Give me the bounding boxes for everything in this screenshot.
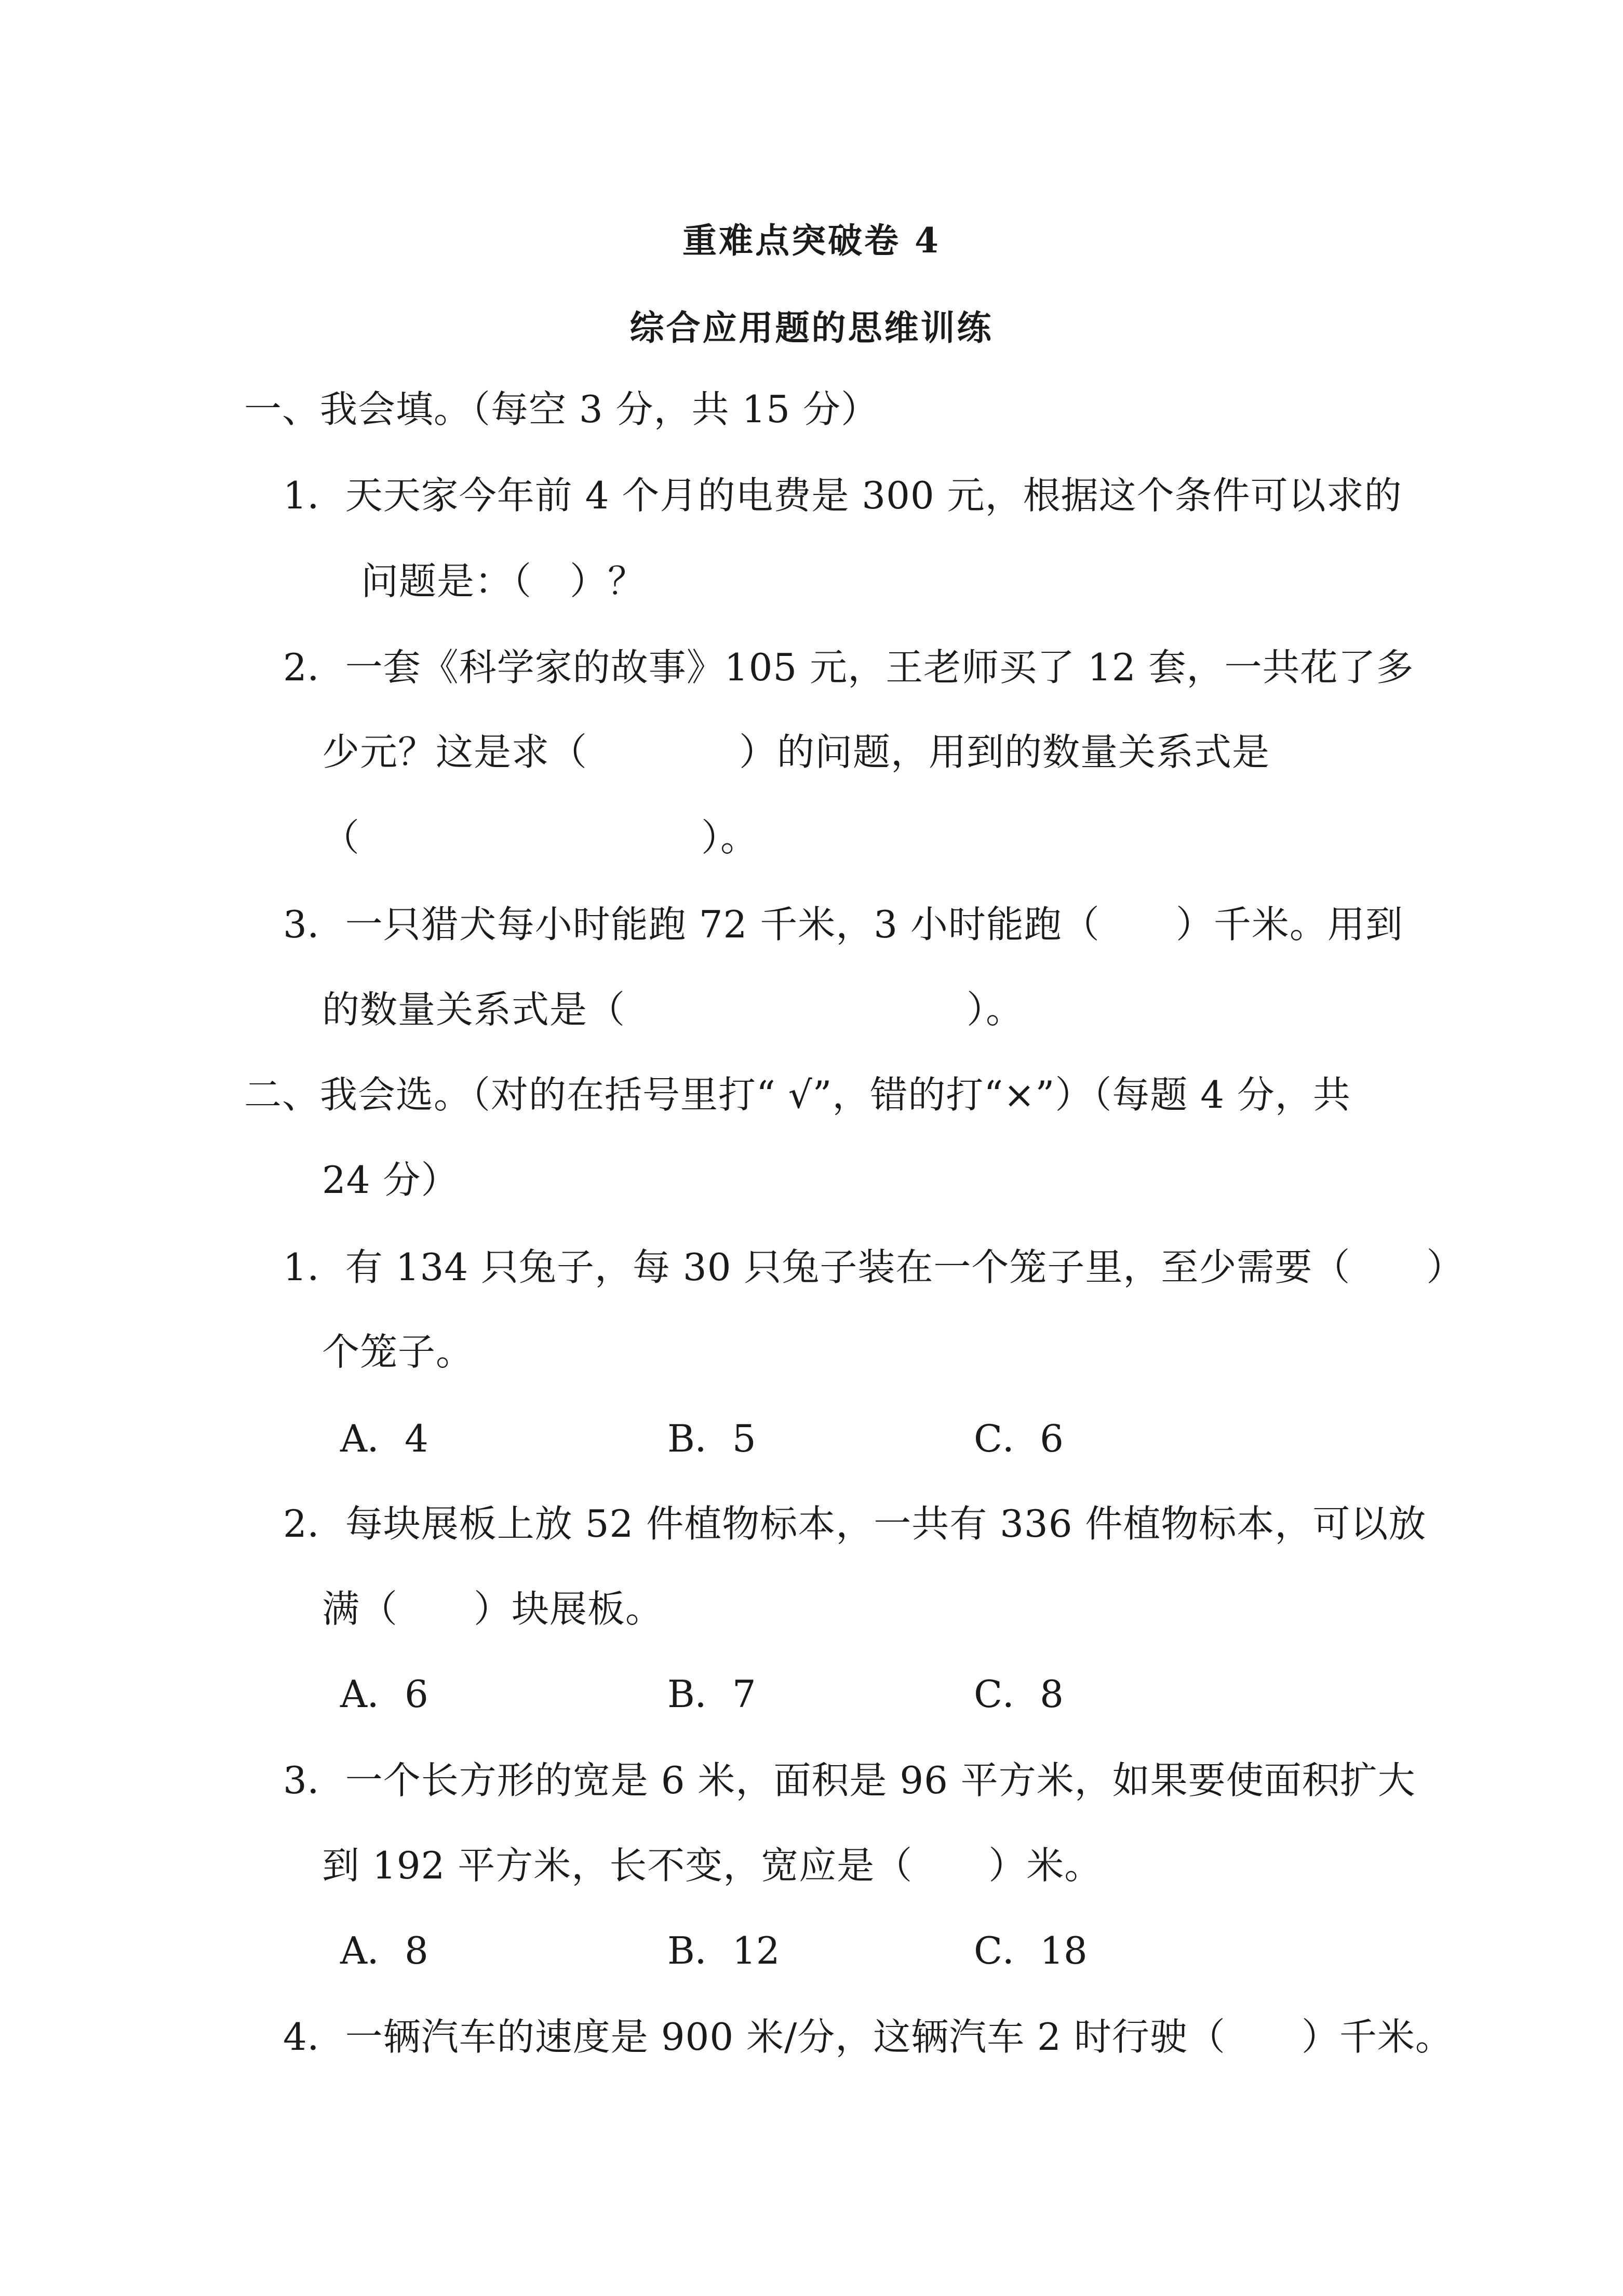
- s1-question-1-line-1: 1．天天家今年前 4 个月的电费是 300 元，根据这个条件可以求的: [283, 474, 1402, 517]
- s2-q2-option-c: C．8: [974, 1672, 1064, 1716]
- s2-question-2-line-1: 2．每块展板上放 52 件植物标本，一共有 336 件植物标本，可以放: [283, 1502, 1427, 1546]
- s2-question-1-line-2: 个笼子。: [322, 1330, 474, 1374]
- s1-question-3-line-1: 3．一只猎犬每小时能跑 72 千米，3 小时能跑（ ）千米。用到: [283, 903, 1403, 946]
- s2-q3-option-c: C．18: [974, 1929, 1088, 1972]
- page-subtitle: 综合应用题的思维训练: [629, 307, 994, 348]
- s2-q3-option-a: A．8: [340, 1929, 428, 1972]
- section-2-heading-line-2: 24 分）: [322, 1158, 459, 1202]
- s1-question-3-line-2: 的数量关系式是（ ）。: [322, 988, 1024, 1031]
- section-2-heading-line-1: 二、我会选。（对的在括号里打“ √”，错的打“×”）（每题 4 分，共: [244, 1073, 1351, 1117]
- s2-q3-option-b: B．12: [667, 1929, 780, 1972]
- s2-question-1-line-1: 1．有 134 只兔子，每 30 只兔子装在一个笼子里，至少需要（ ）: [283, 1245, 1465, 1289]
- s2-question-2-line-2: 满（ ）块展板。: [322, 1587, 664, 1631]
- s2-q1-option-b: B．5: [667, 1417, 756, 1460]
- s2-question-4-line-1: 4．一辆汽车的速度是 900 米/分，这辆汽车 2 时行驶（ ）千米。: [283, 2015, 1453, 2059]
- section-1-heading: 一、我会填。（每空 3 分，共 15 分）: [244, 387, 879, 431]
- s2-q1-option-c: C．6: [974, 1417, 1064, 1460]
- s2-question-3-line-2: 到 192 平方米，长不变，宽应是（ ）米。: [322, 1844, 1103, 1887]
- s1-question-2-line-3: （ ）。: [322, 816, 759, 860]
- page-title: 重难点突破卷 4: [682, 220, 941, 261]
- s2-question-3-line-1: 3．一个长方形的宽是 6 米，面积是 96 平方米，如果要使面积扩大: [283, 1758, 1416, 1802]
- s1-question-2-line-2: 少元？这是求（ ）的问题，用到的数量关系式是: [322, 730, 1270, 774]
- s1-question-1-line-2: 问题是：（ ）？: [361, 559, 646, 603]
- s2-q2-option-b: B．7: [667, 1672, 756, 1716]
- s1-question-2-line-1: 2．一套《科学家的故事》105 元，王老师买了 12 套，一共花了多: [283, 646, 1414, 689]
- s2-q2-option-a: A．6: [340, 1672, 428, 1716]
- s2-q1-option-a: A．4: [340, 1417, 428, 1460]
